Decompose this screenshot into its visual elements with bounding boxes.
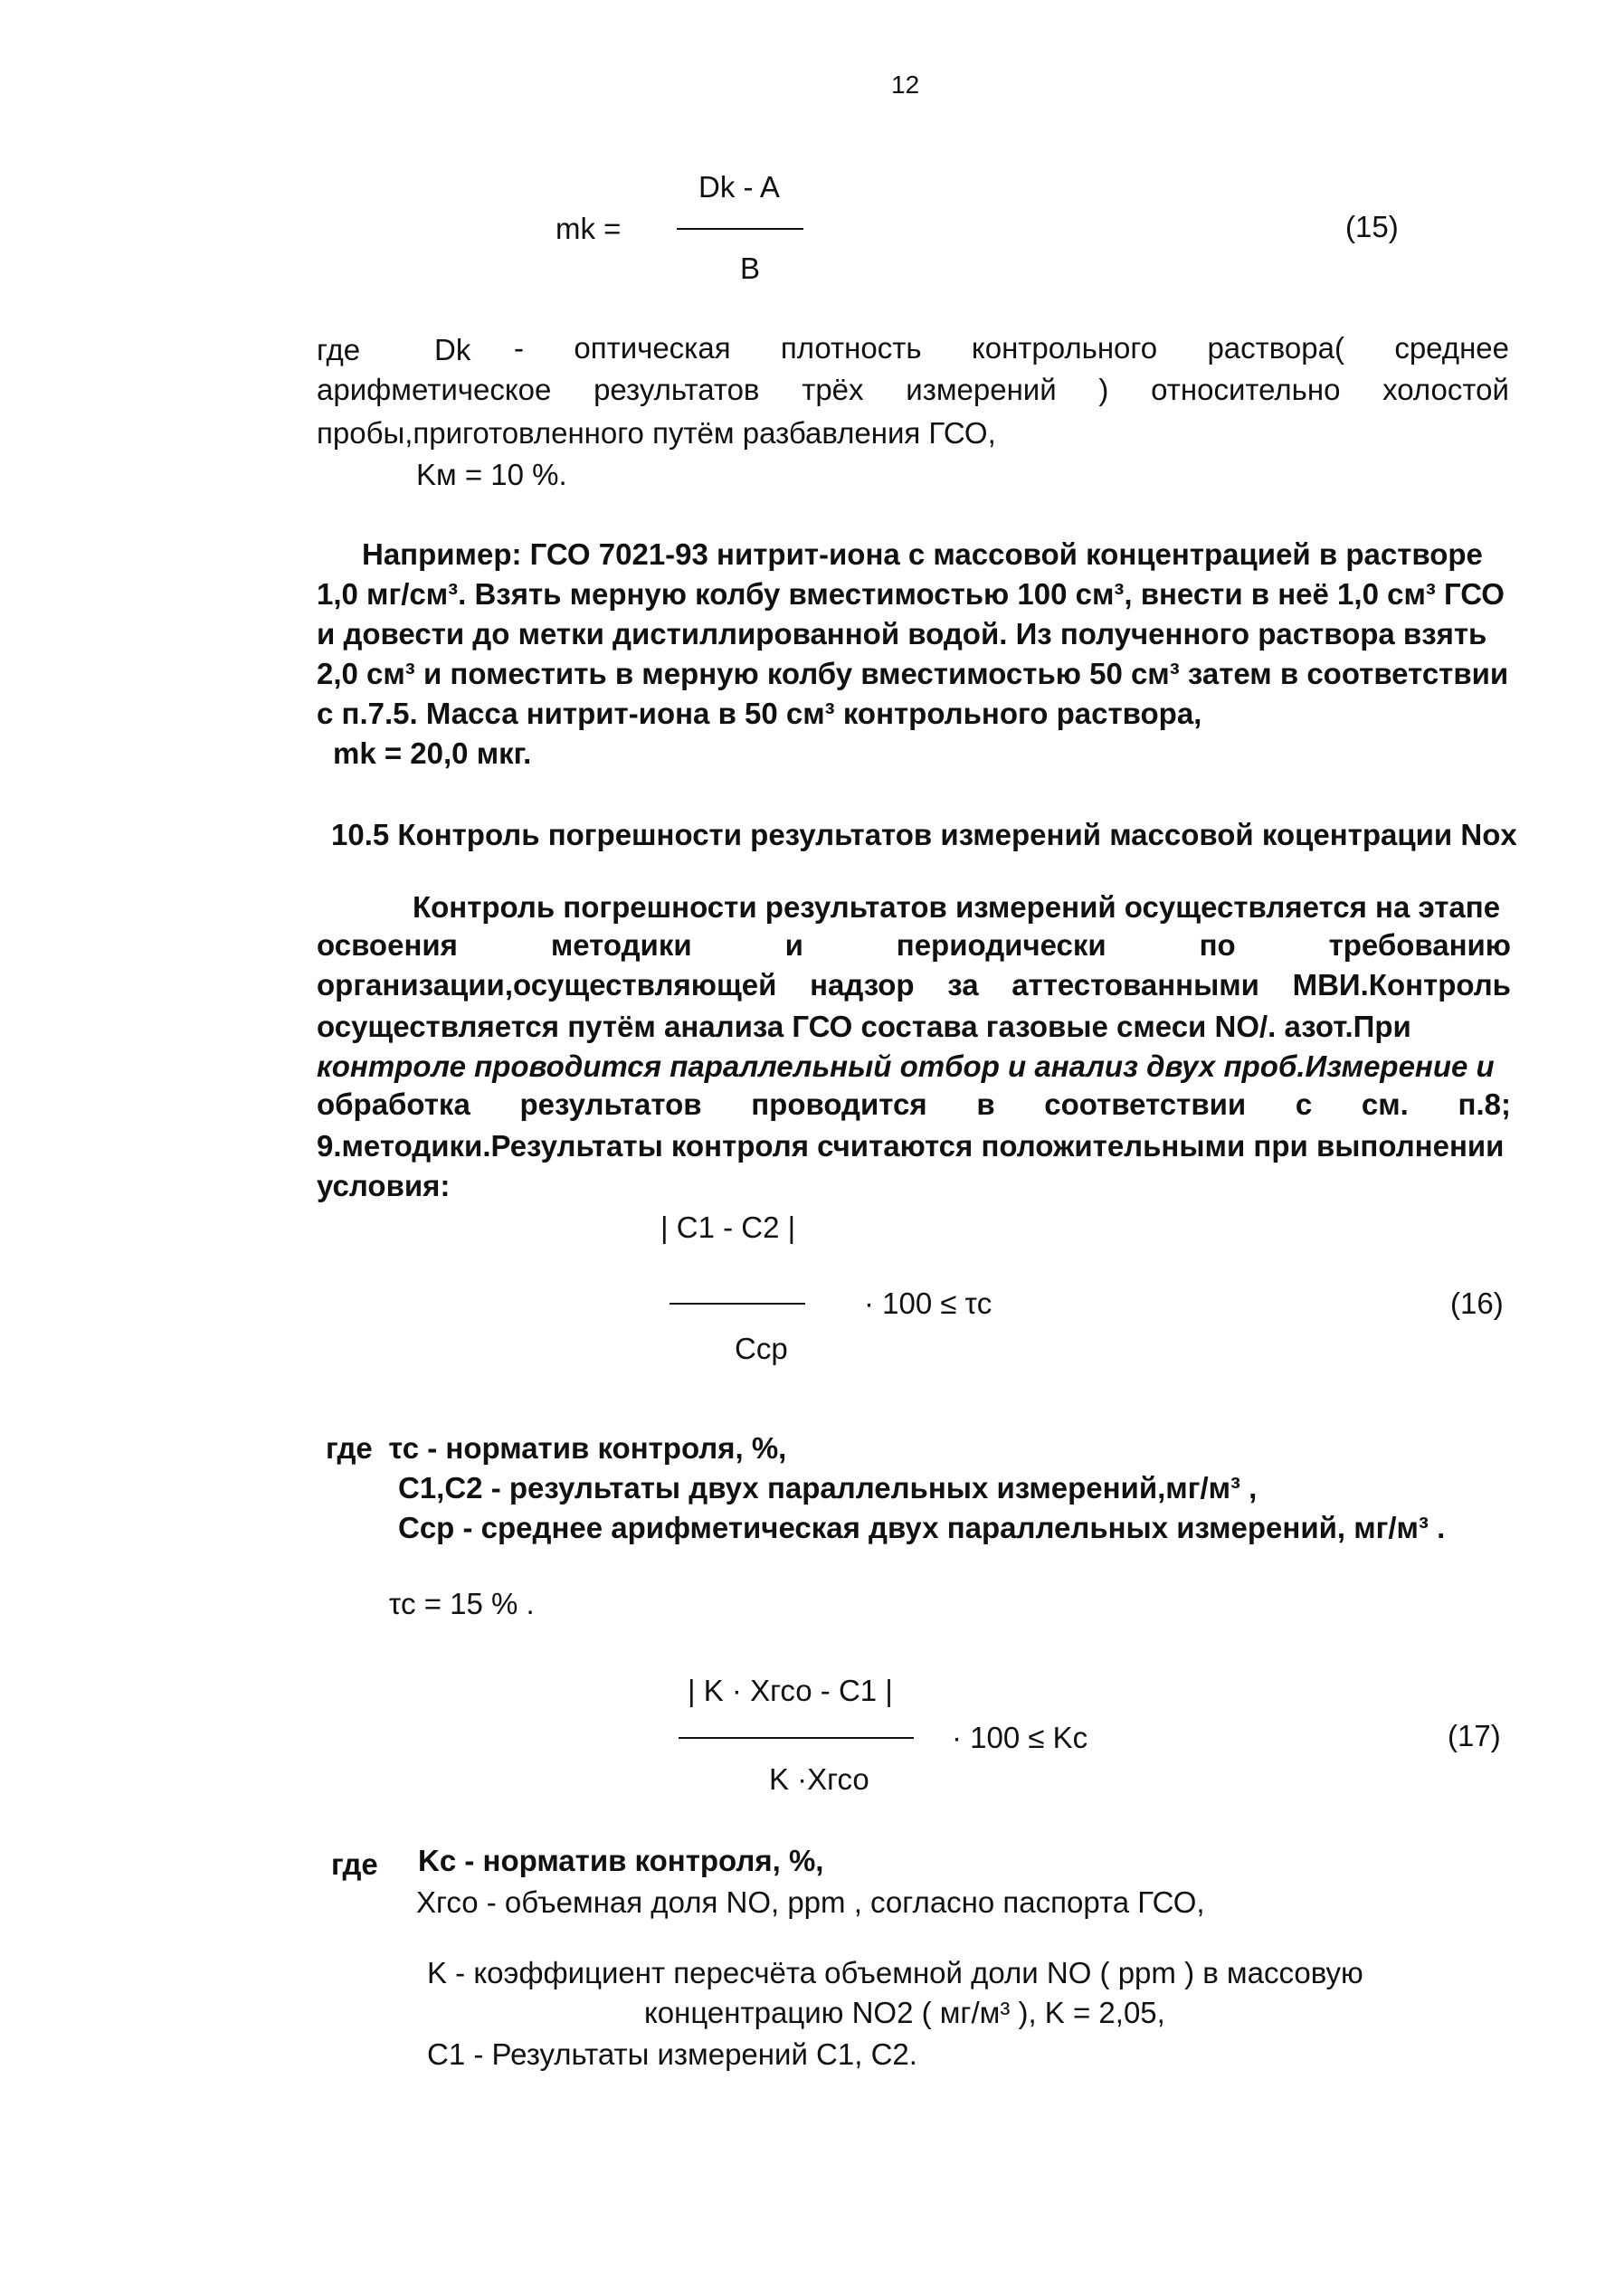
eq15-numerator: Dk - A xyxy=(698,170,780,204)
where16-line3: Cср - среднее арифметическая двух параллельных измерений, мг/м³ . xyxy=(398,1511,1446,1544)
eq17-denominator: K ·Xгсо xyxy=(769,1762,869,1796)
eq16-denominator: Cср xyxy=(735,1332,788,1365)
eq15-fraction-line xyxy=(677,228,803,230)
where15-km: Kм = 10 %. xyxy=(416,458,567,491)
where16-label: где xyxy=(326,1431,373,1465)
eq16-rhs: · 100 ≤ τc xyxy=(864,1286,992,1320)
where15-line1: - оптическая плотность контрольного раствора( среднее xyxy=(514,331,1509,365)
eq17-numerator: | K · Xгсо - C1 | xyxy=(688,1674,893,1707)
example-line1: Например: ГСО 7021-93 нитрит-иона с массовой концентрацией в растворе xyxy=(362,537,1483,571)
eq15-lhs: mk = xyxy=(556,212,622,245)
eq15-number: (15) xyxy=(1345,210,1399,243)
page-number: 12 xyxy=(891,71,920,99)
eq15-denominator: B xyxy=(740,252,761,285)
where17-label: где xyxy=(331,1847,378,1881)
eq17-number: (17) xyxy=(1448,1719,1501,1752)
eq17-rhs: · 100 ≤ Kc xyxy=(952,1721,1088,1754)
where16-line2: C1,C2 - результаты двух параллельных измерений,мг/м³ , xyxy=(398,1471,1258,1505)
where17-line4: концентрацию NO2 ( мг/м³ ), K = 2,05, xyxy=(644,1996,1165,2029)
control-line7: 9.методики.Результаты контроля считаются положительными при выполнении xyxy=(317,1129,1505,1163)
eq17-fraction-line xyxy=(679,1737,914,1739)
where17-line1: Kc - норматив контроля, %, xyxy=(418,1844,824,1877)
where15-line3: пробы,приготовленного путём разбавления ГСО, xyxy=(317,416,996,450)
where16-value: τc = 15 % . xyxy=(389,1587,535,1620)
where15-symbol: Dk xyxy=(434,333,471,366)
eq16-numerator: | C1 - C2 | xyxy=(660,1210,796,1244)
section-title: 10.5 Контроль погрешности результатов измерений массовой коцентрации Nox xyxy=(331,818,1517,851)
eq16-fraction-line xyxy=(670,1303,805,1305)
eq16-number: (16) xyxy=(1450,1286,1504,1320)
control-line5: контроле проводится параллельный отбор и анализ двух проб.Измерение и xyxy=(317,1049,1495,1083)
where15-label: где xyxy=(317,333,361,366)
control-line3: организации,осуществляющей надзор за аттестованными МВИ.Контроль xyxy=(317,968,1511,1002)
control-line6: обработка результатов проводится в соответствии с см. п.8; xyxy=(317,1087,1511,1121)
where16-line1: τc - норматив контроля, %, xyxy=(389,1431,787,1465)
where17-line5: C1 - Результаты измерений C1, C2. xyxy=(427,2037,917,2071)
example-line2: 1,0 мг/см³. Взять мерную колбу вместимостью 100 см³, внести в неё 1,0 см³ ГСО xyxy=(317,577,1505,611)
example-line6: mk = 20,0 мкг. xyxy=(333,736,532,770)
example-line4: 2,0 см³ и поместить в мерную колбу вместимостью 50 см³ затем в соответствии xyxy=(317,657,1509,690)
example-line3: и довести до метки дистиллированной водой. Из полученного раствора взять xyxy=(317,617,1487,650)
control-line4: осуществляется путём анализа ГСО состава газовые смеси NO/. азот.При xyxy=(317,1010,1411,1043)
where17-line2: Xгсо - объемная доля NO, ppm , согласно паспорта ГСО, xyxy=(416,1885,1205,1919)
where15-line2: арифметическое результатов трёх измерений ) относительно холостой xyxy=(317,373,1509,406)
example-line5: с п.7.5. Масса нитрит-иона в 50 см³ контрольного раствора, xyxy=(317,697,1202,730)
control-line2: освоения методики и периодически по требованию xyxy=(317,928,1511,962)
control-line1: Контроль погрешности результатов измерений осуществляется на этапе xyxy=(413,890,1501,924)
control-line8: условия: xyxy=(317,1169,451,1202)
where17-line3: K - коэффициент пересчёта объемной доли NO ( ppm ) в массовую xyxy=(427,1956,1363,1989)
